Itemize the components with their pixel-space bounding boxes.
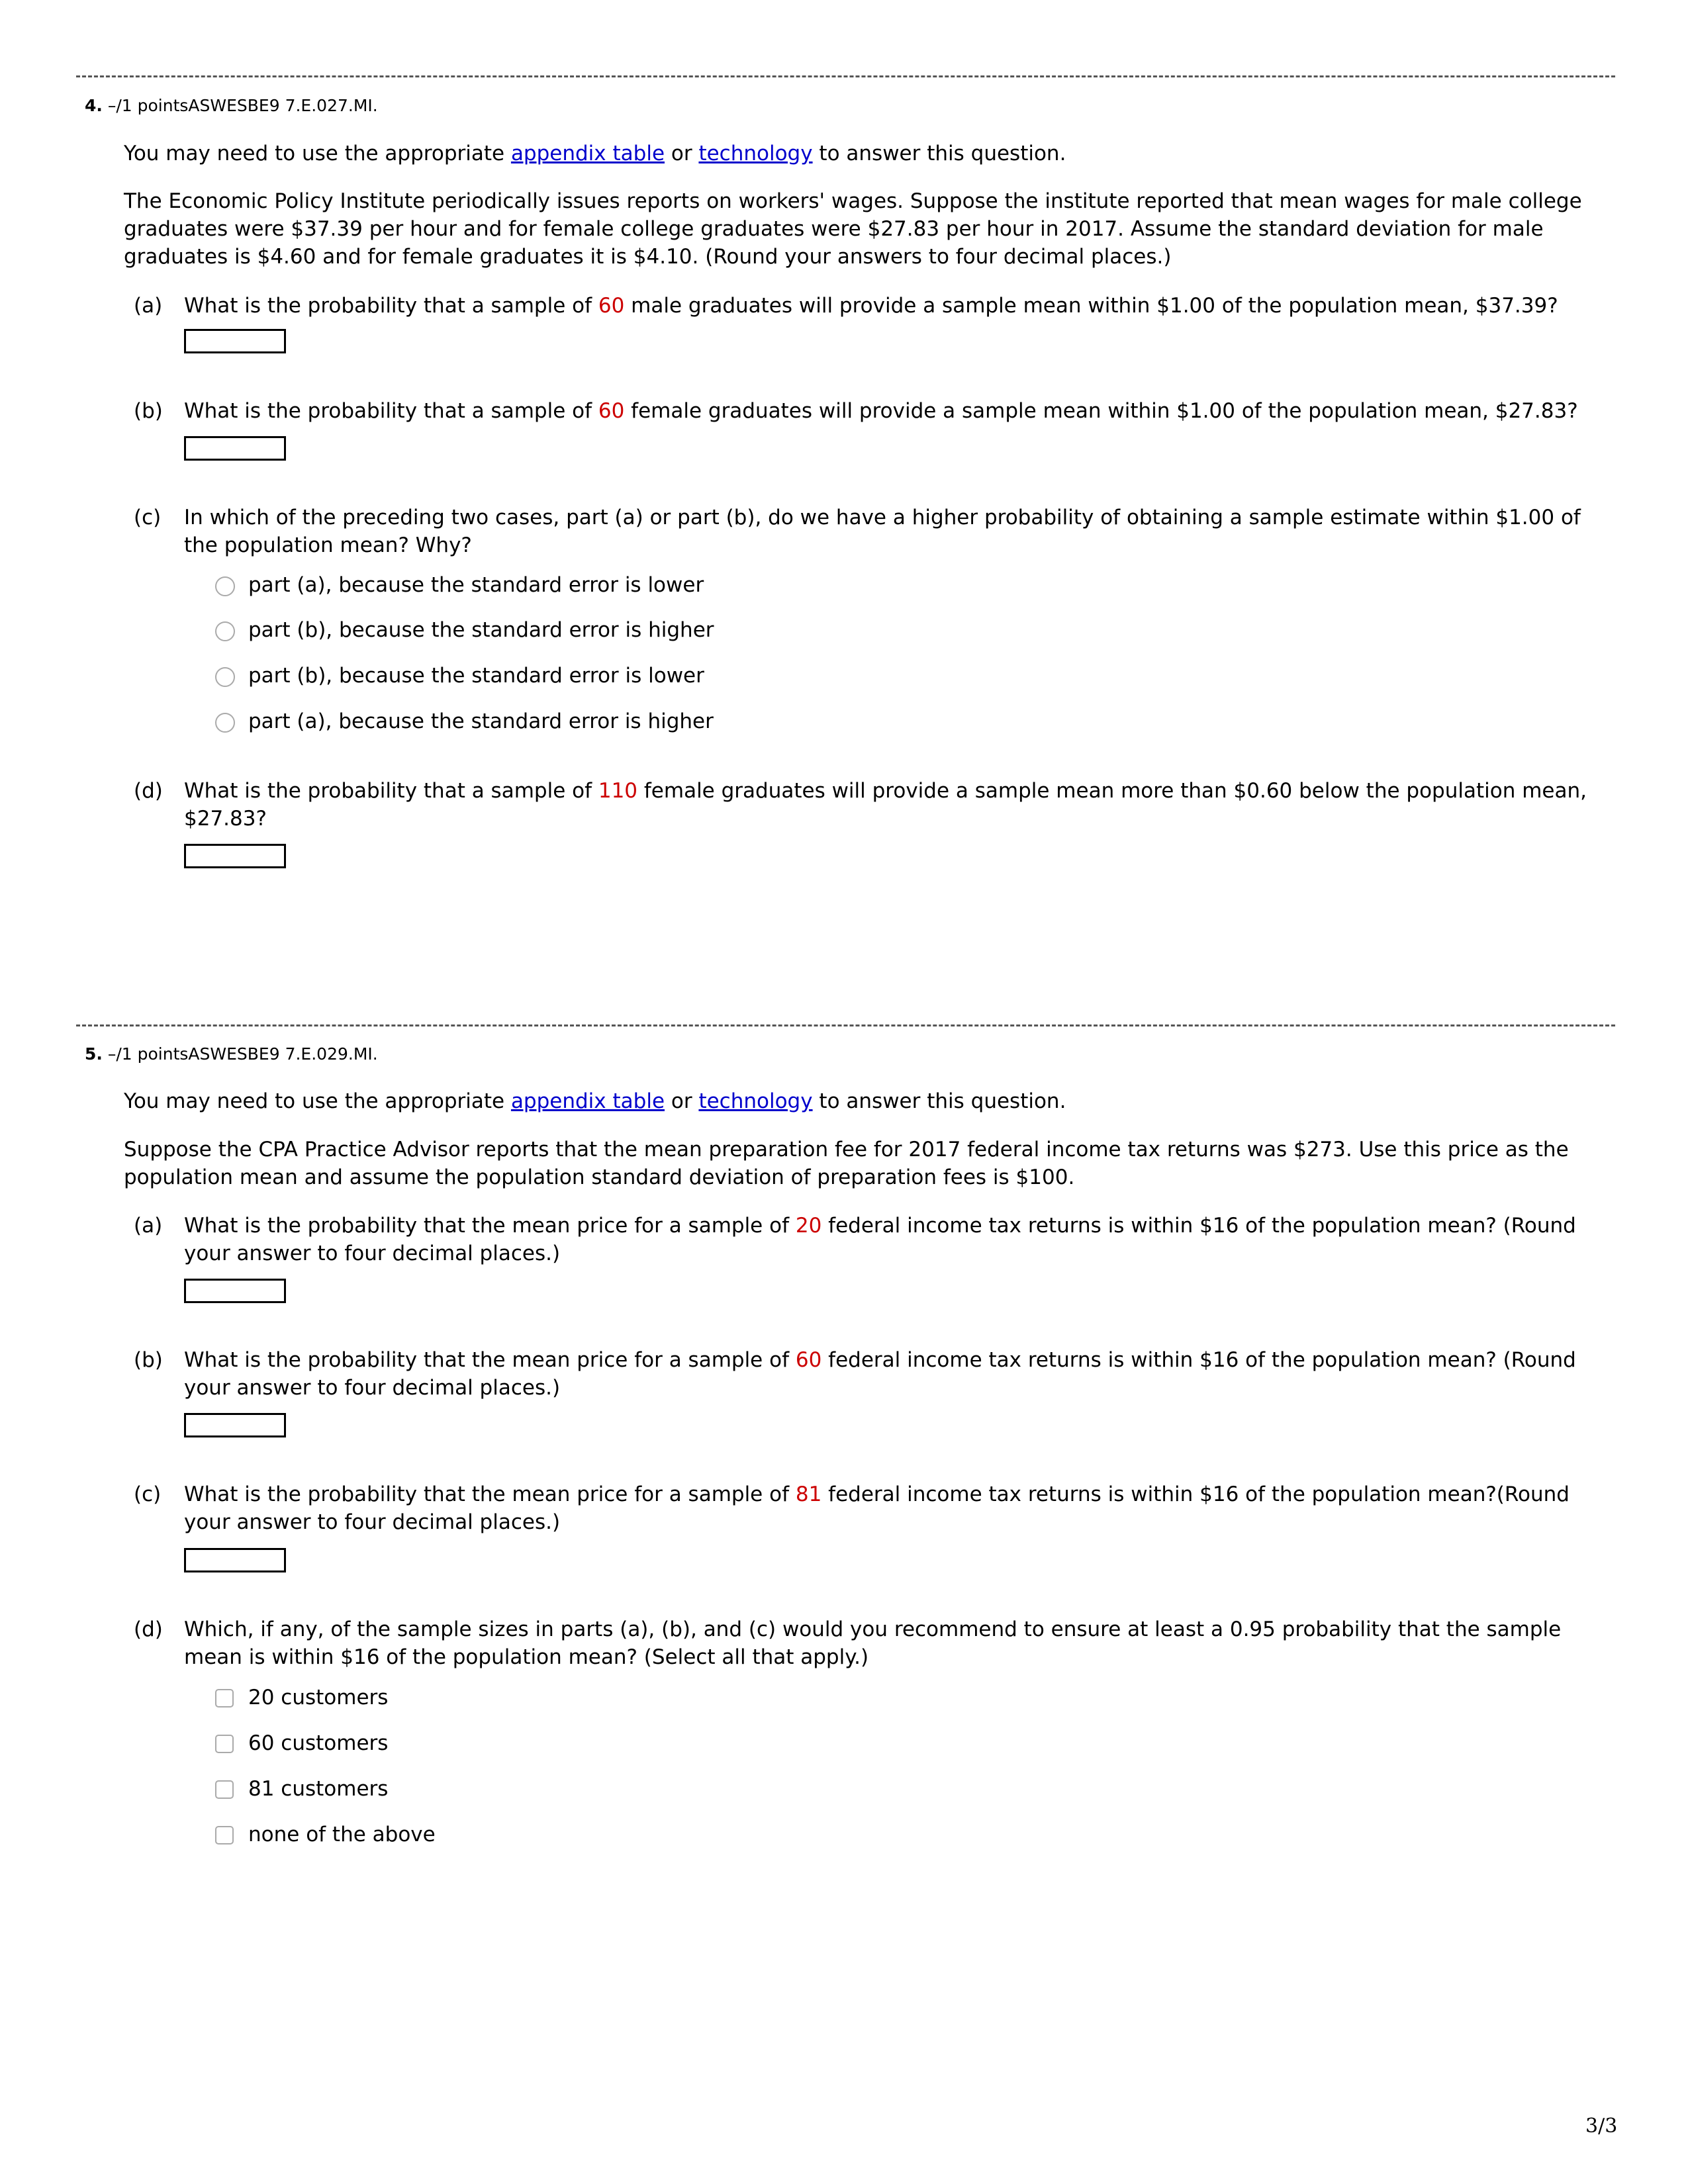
question-4b-text: What is the probability that a sample of 60 female graduates will provide a sample mean within $1.00 of the population mean, $27.83? [184,399,1578,423]
question-number: 4. [85,96,103,115]
part-label: (b) [134,1348,163,1372]
checkbox-option-label: 20 customers [248,1686,389,1709]
question-4a-text: What is the probability that a sample of 60 male graduates will provide a sample mean within $1.00 of the population mean, $37.39? [184,294,1558,318]
radio-option-label: part (b), because the standard error is higher [248,618,714,642]
question-4c-text: In which of the preceding two cases, part (a) or part (b), do we have a higher probability of obtaining a sample estimate within $1.00 of the population mean? Why? [184,506,1581,557]
part-label: (d) [134,779,163,803]
sample-size: 60 [795,1348,822,1372]
question-5a-text: What is the probability that the mean price for a sample of 20 federal income tax returns is within $16 of the population mean? (Round your answer to four decimal places.) [184,1214,1576,1265]
answer-input-5a[interactable] [184,1279,286,1303]
radio-option-2[interactable] [215,621,235,641]
technology-link[interactable]: technology [698,142,813,165]
question-4d-text: What is the probability that a sample of 110 female graduates will provide a sample mean more than $0.60 below the population mean, $27.83? [184,779,1587,831]
radio-option-label: part (a), because the standard error is higher [248,709,714,733]
sample-size: 110 [598,779,638,803]
question-4-intro: You may need to use the appropriate appendix table or technology to answer this question. [124,142,1066,165]
checkbox-option-3[interactable] [215,1780,234,1799]
checkbox-option-2[interactable] [215,1735,234,1753]
checkbox-option-1[interactable] [215,1689,234,1707]
radio-option-3[interactable] [215,667,235,687]
radio-option-1[interactable] [215,576,235,596]
part-label: (b) [134,399,163,423]
technology-link[interactable]: technology [698,1089,813,1113]
question-5b-text: What is the probability that the mean price for a sample of 60 federal income tax returns is within $16 of the population mean? (Round your answer to four decimal places.) [184,1348,1576,1400]
sample-size: 60 [598,294,625,318]
question-number: 5. [85,1044,103,1064]
radio-option-4[interactable] [215,713,235,733]
question-5-header [85,1044,378,1064]
question-points: –/1 pointsASWESBE9 7.E.029.MI. [107,1044,378,1064]
checkbox-option-label: none of the above [248,1823,436,1846]
question-5-separator [76,1024,1615,1026]
question-5-stem: Suppose the CPA Practice Advisor reports that the mean preparation fee for 2017 federal income tax returns was $273. Use this price as the population mean and assume the population standard deviation of preparation fees is $100. [124,1138,1569,1189]
question-5c-text: What is the probability that the mean price for a sample of 81 federal income tax returns is within $16 of the population mean?(Round your answer to four decimal places.) [184,1482,1570,1534]
checkbox-option-label: 81 customers [248,1777,389,1801]
page-number: 3/3 [1585,2115,1618,2138]
part-label: (a) [134,1214,163,1238]
question-5-intro: You may need to use the appropriate appendix table or technology to answer this question. [124,1089,1066,1113]
question-5d-text: Which, if any, of the sample sizes in parts (a), (b), and (c) would you recommend to ensure at least a 0.95 probability that the sample mean is within $16 of the population mean? (Select all that apply.) [184,1617,1562,1669]
part-label: (a) [134,294,163,318]
question-4-separator [76,75,1615,77]
checkbox-option-4[interactable] [215,1826,234,1844]
part-label: (c) [134,506,162,529]
appendix-table-link[interactable]: appendix table [510,1089,665,1113]
answer-input-4b[interactable] [184,436,286,461]
appendix-table-link[interactable]: appendix table [510,142,665,165]
answer-input-4a[interactable] [184,329,286,353]
part-label: (d) [134,1617,163,1641]
sample-size: 20 [795,1214,822,1238]
answer-input-5b[interactable] [184,1413,286,1437]
sample-size: 81 [795,1482,822,1506]
radio-option-label: part (b), because the standard error is lower [248,664,704,688]
answer-input-5c[interactable] [184,1548,286,1572]
part-label: (c) [134,1482,162,1506]
answer-input-4d[interactable] [184,844,286,868]
checkbox-option-label: 60 customers [248,1731,389,1755]
question-4-stem: The Economic Policy Institute periodically issues reports on workers' wages. Suppose the institute reported that mean wages for male college graduates were $37.39 per hour and for female college graduates were $27.83 per hour in 2017. Assume the standard deviation for male graduates is $4.60 and for female graduates it is $4.10. (Round your answers to four decimal places.) [124,189,1582,269]
question-points: –/1 pointsASWESBE9 7.E.027.MI. [107,96,378,115]
sample-size: 60 [598,399,625,423]
question-4-header [85,96,378,115]
radio-option-label: part (a), because the standard error is lower [248,573,704,597]
